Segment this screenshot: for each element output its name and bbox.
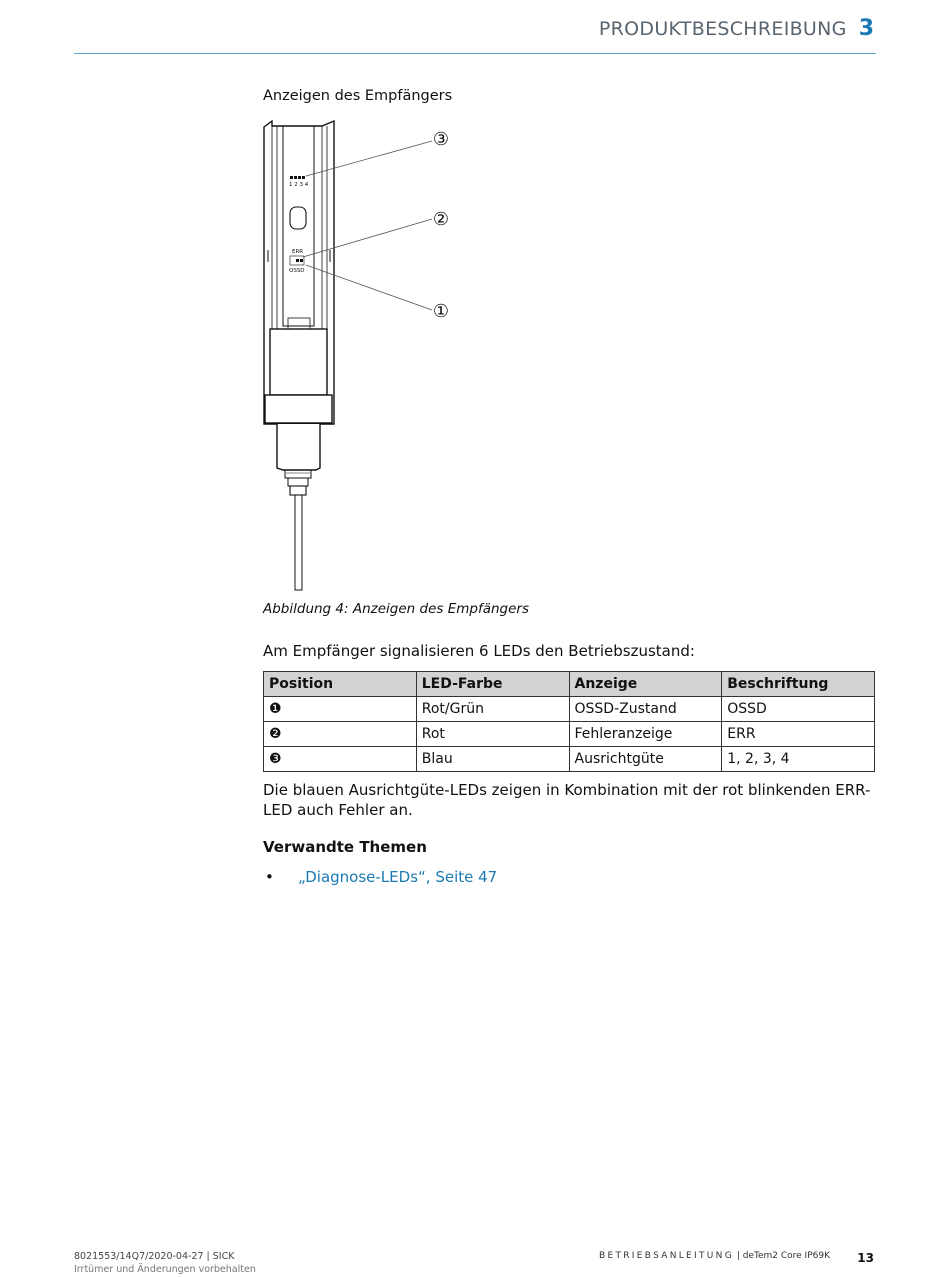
callout-1: ① — [432, 301, 450, 322]
table-cell: Blau — [416, 747, 569, 772]
note-text: Die blauen Ausrichtgüte-LEDs zeigen in Kombination mit der rot blinkenden ERR-LED auch Fehler an. — [263, 781, 871, 819]
table-row — [264, 697, 875, 722]
column-header-led-color: LED-Farbe — [416, 672, 569, 697]
table-cell: Fehleranzeige — [569, 722, 722, 747]
diagnose-leds-link[interactable]: „Diagnose-LEDs“, Seite 47 — [298, 868, 498, 886]
footer-doc-info — [74, 1250, 256, 1276]
column-header-position: Position — [264, 672, 417, 697]
column-header-label: Beschriftung — [722, 672, 875, 697]
receiver-drawing — [255, 112, 470, 597]
table-cell: ❶ — [264, 697, 417, 722]
intro-text: Am Empfänger signalisieren 6 LEDs den Betriebszustand: — [263, 642, 695, 660]
figure-heading: Anzeigen des Empfängers — [263, 88, 453, 104]
footer-separator: | — [733, 1251, 743, 1261]
column-header-display: Anzeige — [569, 672, 722, 697]
err-led-label: ERR — [292, 249, 304, 255]
table-row — [264, 722, 875, 747]
figure-caption: Abbildung 4: Anzeigen des Empfängers — [263, 601, 529, 617]
table-cell: OSSD — [722, 697, 875, 722]
footer-product: deTem2 Core IP69K — [742, 1251, 830, 1261]
table-header-row — [264, 672, 875, 697]
table-cell: ❷ — [264, 722, 417, 747]
list-bullet: • — [265, 868, 274, 886]
footer-manual-label: BETRIEBSANLEITUNG — [599, 1251, 734, 1261]
chapter-number: 3 — [858, 16, 874, 41]
table-cell: Rot/Grün — [416, 697, 569, 722]
table-cell: OSSD-Zustand — [569, 697, 722, 722]
led-table — [263, 671, 875, 772]
footer-disclaimer: Irrtümer und Änderungen vorbehalten — [74, 1264, 256, 1275]
header-divider — [74, 53, 876, 54]
callout-3: ③ — [432, 129, 450, 150]
table-row — [264, 747, 875, 772]
table-cell: Rot — [416, 722, 569, 747]
footer-doc-id: 8021553/14Q7/2020-04-27 | SICK — [74, 1251, 235, 1262]
table-cell: ❸ — [264, 747, 417, 772]
table-cell: ERR — [722, 722, 875, 747]
table-cell: 1, 2, 3, 4 — [722, 747, 875, 772]
related-topics-heading: Verwandte Themen — [263, 838, 427, 856]
ossd-led-label: OSSD — [289, 268, 305, 274]
chapter-header — [599, 16, 874, 41]
callout-2: ② — [432, 209, 450, 230]
alignment-led-label: 1 2 3 4 — [289, 182, 309, 188]
page-number: 13 — [857, 1251, 874, 1265]
chapter-title: PRODUKTBESCHREIBUNG — [598, 18, 847, 40]
footer-manual-info — [599, 1251, 830, 1261]
table-cell: Ausrichtgüte — [569, 747, 722, 772]
